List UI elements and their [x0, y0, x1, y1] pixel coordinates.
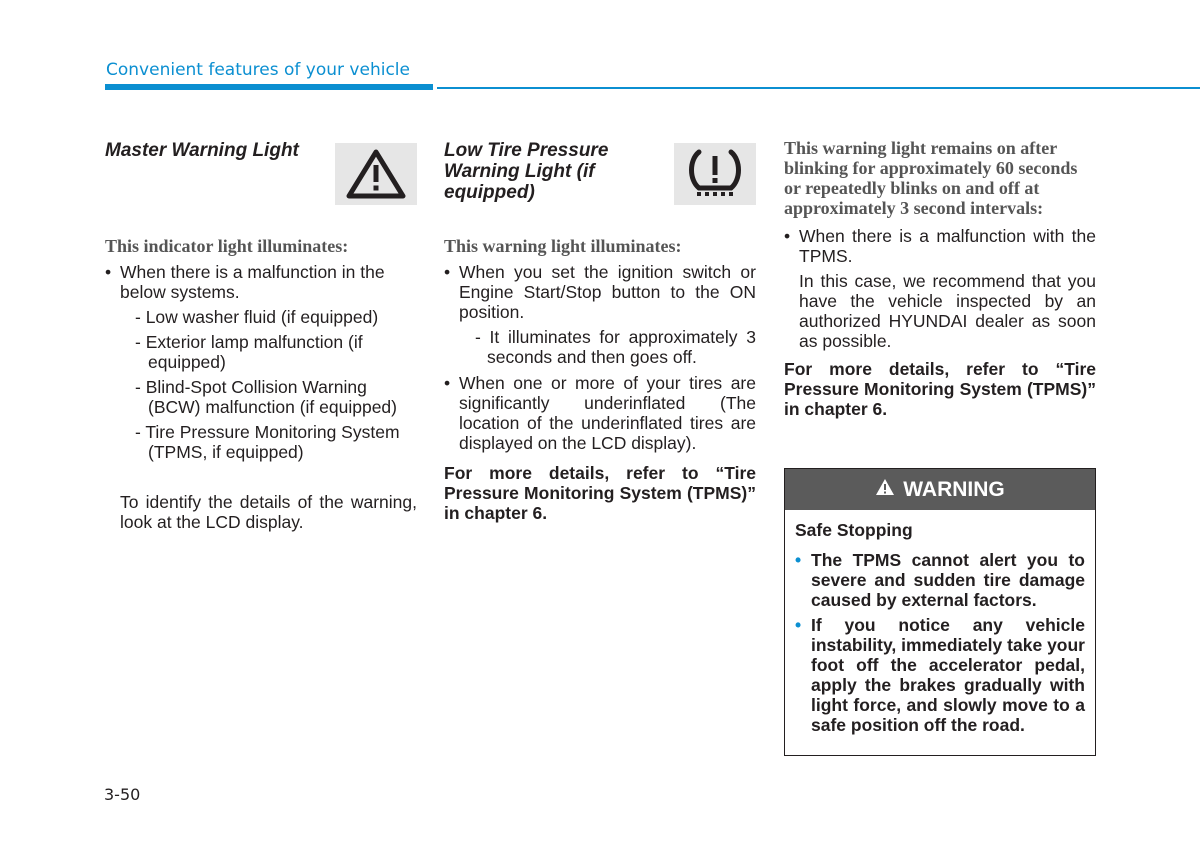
- lead-text: This indicator light illuminates:: [105, 236, 349, 256]
- list-item-text: When there is a malfunction with the TPMS.: [799, 226, 1096, 266]
- list-item: [105, 262, 417, 462]
- list-item-text: When you set the ignition switch or Engine Start/Stop button to the ON position.: [459, 262, 756, 322]
- tpms-warning-section: [444, 138, 756, 523]
- section-header-title: Convenient features of your vehicle: [106, 60, 410, 80]
- reference-text: For more details, refer to “Tire Pressure Monitoring System (TPMS)” in chapter 6.: [784, 359, 1096, 419]
- recommendation-text: In this case, we recommend that you have the vehicle inspected by an authorized HYUNDAI dealer as soon as possible.: [799, 271, 1096, 351]
- tpms-blink-section: [784, 138, 1096, 419]
- warning-subheading: Safe Stopping: [795, 520, 913, 540]
- note-text: To identify the details of the warning, look at the LCD display.: [120, 492, 417, 532]
- header-rule: [437, 87, 1200, 89]
- list-item: [444, 373, 756, 453]
- sub-item: - Tire Pressure Monitoring System (TPMS, if equipped): [135, 422, 400, 462]
- list-item-text: When there is a malfunction in the below systems.: [120, 262, 385, 302]
- warning-triangle-icon: [875, 478, 895, 502]
- list-item: [444, 262, 756, 367]
- warning-heading: WARNING: [903, 477, 1005, 501]
- warning-item: • The TPMS cannot alert you to severe and sudden tire damage caused by external factors.: [795, 550, 1085, 610]
- section-title: Low Tire Pressure Warning Light (if equipped): [444, 140, 609, 203]
- warning-triangle-icon: [335, 143, 417, 205]
- tire-pressure-icon: [674, 143, 756, 205]
- reference-text: For more details, refer to “Tire Pressure Monitoring System (TPMS)” in chapter 6.: [444, 463, 756, 523]
- lead-text: This warning light remains on after blinking for approximately 60 seconds or repeatedly blinks on and off at approximately 3 second intervals:: [784, 138, 1078, 218]
- header-accent-bar: [105, 84, 433, 90]
- sub-item: - Low washer fluid (if equipped): [135, 307, 379, 327]
- page-number: 3-50: [104, 785, 141, 804]
- lead-text: This warning light illuminates:: [444, 236, 682, 256]
- section-title: Master Warning Light: [105, 140, 299, 161]
- list-item: [784, 226, 1096, 266]
- sub-item: - Exterior lamp malfunction (if equipped): [135, 332, 363, 372]
- sub-item: - It illuminates for approximately 3 seconds and then goes off.: [475, 327, 756, 367]
- master-warning-section: [105, 138, 417, 532]
- warning-item: • If you notice any vehicle instability, immediately take your foot off the accelerator pedal, apply the brakes gradually with light force, and slowly move to a safe position off the road.: [795, 615, 1085, 735]
- warning-box: [784, 468, 1096, 756]
- warning-header: [785, 469, 1095, 510]
- sub-item: - Blind-Spot Collision Warning (BCW) malfunction (if equipped): [135, 377, 397, 417]
- list-item-text: When one or more of your tires are significantly underinflated (The location of the underinflated tires are displayed on the LCD display).: [459, 373, 756, 453]
